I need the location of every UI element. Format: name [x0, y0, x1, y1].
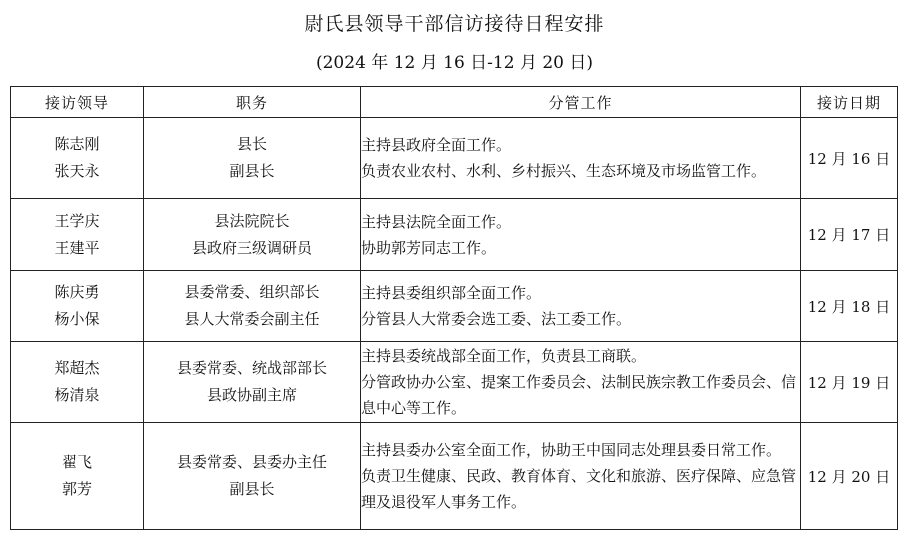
- leader-name: 王建平: [54, 238, 100, 257]
- date-cell: 12 月 20 日: [801, 423, 898, 530]
- date-cell: 12 月 17 日: [801, 199, 898, 271]
- duty-text: 主持县委办公室全面工作，协助王中国同志处理县委日常工作。: [361, 441, 782, 459]
- table-row: [11, 423, 898, 530]
- leader-name: 郑超杰: [54, 359, 100, 377]
- duty-cell: [361, 271, 801, 342]
- page-title: 尉氏县领导干部信访接待日程安排: [304, 13, 605, 35]
- leader-name: 陈庆勇: [54, 283, 100, 301]
- duty-text: 主持县政府全面工作。: [361, 136, 512, 154]
- duty-cell: [361, 342, 801, 423]
- leader-cell: [11, 271, 144, 342]
- leader-name: 杨清泉: [54, 386, 100, 404]
- date-cell: 12 月 16 日: [801, 118, 898, 199]
- position-title: 副县长: [229, 480, 275, 498]
- date-cell: 12 月 19 日: [801, 342, 898, 423]
- leader-name: 陈志刚: [54, 135, 100, 153]
- leader-name: 王学庆: [54, 211, 100, 230]
- position-cell: [144, 118, 361, 199]
- schedule-table: [10, 86, 898, 530]
- duty-text: 主持县委组织部全面工作。: [361, 284, 542, 302]
- leader-cell: [11, 342, 144, 423]
- date-cell: 12 月 18 日: [801, 271, 898, 342]
- date-range-subtitle: (2024 年 12 月 16 日-12 月 20 日): [315, 53, 594, 73]
- duty-text: 主持县委统战部全面工作，负责县工商联。: [361, 347, 647, 365]
- header-leader: 接访领导: [11, 87, 144, 118]
- leader-name: 张天永: [54, 162, 100, 180]
- position-title: 县政协副主席: [206, 386, 297, 404]
- duty-cell: [361, 423, 801, 530]
- duty-text: 负责卫生健康、民政、教育体育、文化和旅游、医疗保障、应急管理及退役军人事务工作。: [361, 467, 797, 511]
- table-row: [11, 199, 898, 271]
- header-position: 职务: [144, 87, 361, 118]
- position-cell: [144, 199, 361, 271]
- position-title: 县委常委、统战部部长: [176, 359, 327, 377]
- table-row: [11, 118, 898, 199]
- leader-name: 翟飞: [61, 453, 92, 471]
- duty-text: 分管政协办公室、提案工作委员会、法制民族宗教工作委员会、信息中心等工作。: [361, 373, 797, 417]
- position-title: 县长: [236, 135, 267, 153]
- table-header-row: [11, 87, 898, 118]
- duty-cell: [361, 199, 801, 271]
- position-title: 县法院院长: [214, 211, 290, 230]
- position-title: 县委常委、组织部长: [184, 283, 320, 301]
- position-title: 县委常委、县委办主任: [176, 453, 327, 471]
- duty-text: 负责农业农村、水利、乡村振兴、生态环境及市场监管工作。: [361, 162, 767, 180]
- table-row: [11, 342, 898, 423]
- position-title: 县政府三级调研员: [191, 238, 312, 257]
- leader-name: 郭芳: [61, 480, 92, 498]
- header-date: 接访日期: [801, 87, 898, 118]
- leader-cell: [11, 423, 144, 530]
- duty-text: 主持县法院全面工作。: [361, 212, 512, 231]
- duty-text: 协助郭芳同志工作。: [361, 238, 497, 257]
- leader-cell: [11, 118, 144, 199]
- position-cell: [144, 342, 361, 423]
- duty-text: 分管县人大常委会选工委、法工委工作。: [361, 310, 632, 328]
- position-title: 副县长: [229, 162, 275, 180]
- duty-cell: [361, 118, 801, 199]
- position-cell: [144, 271, 361, 342]
- leader-name: 杨小保: [54, 310, 100, 328]
- position-cell: [144, 423, 361, 530]
- leader-cell: [11, 199, 144, 271]
- header-duty: 分管工作: [361, 87, 801, 118]
- table-row: [11, 271, 898, 342]
- position-title: 县人大常委会副主任: [184, 310, 320, 328]
